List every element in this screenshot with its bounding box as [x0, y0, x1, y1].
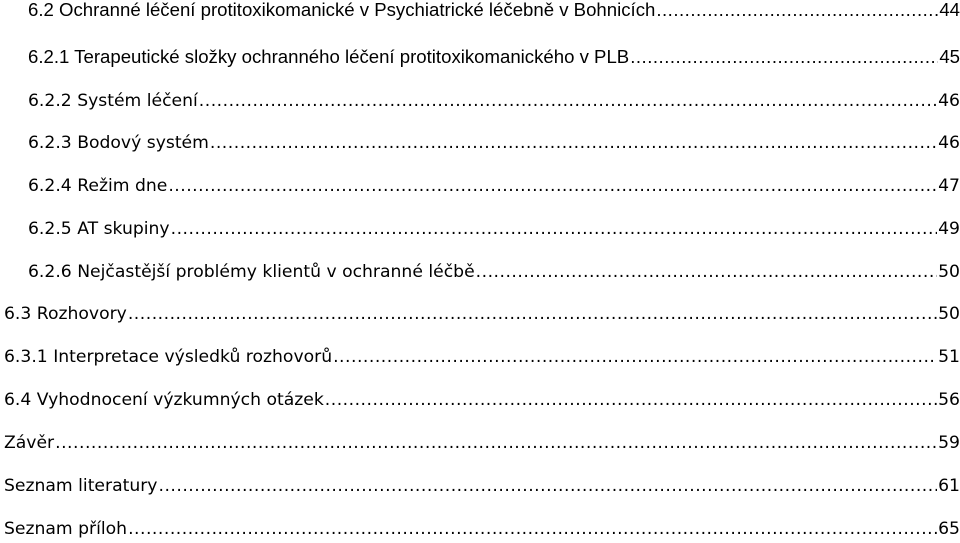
toc-entry[interactable]: [4, 340, 960, 368]
toc-page-number: 65: [938, 519, 960, 539]
toc-entry[interactable]: [4, 426, 960, 454]
toc-entry-title: 6.2.1 Terapeutické složky ochranného léčení protitoxikomanického v PLB: [28, 46, 630, 67]
toc-entry[interactable]: [28, 126, 960, 154]
toc-dot-leader: [128, 303, 937, 325]
toc-entry-title: 6.2.3 Bodový systém: [28, 133, 209, 153]
toc-entry[interactable]: [28, 212, 960, 240]
toc-dot-leader: [168, 175, 937, 197]
toc-entry-title: 6.3 Rozhovory: [4, 304, 127, 324]
toc-dot-leader: [158, 475, 937, 497]
toc-entry[interactable]: [28, 169, 960, 197]
toc-entry[interactable]: [28, 84, 960, 112]
toc-entry[interactable]: [28, 0, 960, 21]
toc-entry-title: Seznam příloh: [4, 519, 128, 539]
toc-entry-title: 6.2.2 Systém léčení: [28, 91, 198, 111]
toc-page-number: 46: [938, 91, 960, 111]
toc-page-number: 50: [938, 262, 960, 282]
toc-entry[interactable]: [28, 40, 960, 68]
toc-dot-leader: [55, 432, 937, 454]
toc-page-number: 46: [938, 133, 960, 153]
toc-dot-leader: [171, 218, 938, 240]
toc-page-number: 45: [939, 46, 960, 67]
toc-entry[interactable]: [4, 383, 960, 411]
toc-entry-title: 6.2.6 Nejčastější problémy klientů v ochranné léčbě: [28, 262, 475, 282]
toc-dot-leader: [210, 132, 937, 154]
toc-entry-title: 6.2.5 AT skupiny: [28, 219, 170, 239]
toc-entry[interactable]: [4, 469, 960, 497]
toc-dot-leader: [656, 0, 938, 21]
toc-page-number: 44: [939, 0, 960, 20]
toc-entry-title: 6.3.1 Interpretace výsledků rozhovorů: [4, 347, 333, 367]
toc-entry-title: 6.2 Ochranné léčení protitoxikomanické v Psychiatrické léčebně v Bohnicích: [28, 0, 656, 20]
toc-page-number: 49: [938, 219, 960, 239]
toc-entry[interactable]: [4, 297, 960, 325]
toc-dot-leader: [630, 46, 938, 68]
toc-page-number: 51: [938, 347, 960, 367]
toc-entry-title: Seznam literatury: [4, 476, 158, 496]
toc-entry-title: 6.2.4 Režim dne: [28, 176, 168, 196]
toc-page-number: 56: [938, 390, 960, 410]
toc-page-number: 59: [938, 433, 960, 453]
toc-dot-leader: [128, 518, 937, 540]
toc-entry-title: Závěr: [4, 433, 55, 453]
toc-page-number: 47: [938, 176, 960, 196]
toc-dot-leader: [325, 389, 937, 411]
toc-entry[interactable]: [4, 512, 960, 540]
toc-dot-leader: [199, 90, 937, 112]
toc-page-number: 61: [938, 476, 960, 496]
toc-page-number: 50: [938, 304, 960, 324]
toc-entry[interactable]: [28, 255, 960, 283]
toc-dot-leader: [476, 261, 937, 283]
toc-dot-leader: [333, 346, 937, 368]
toc-entry-title: 6.4 Vyhodnocení výzkumných otázek: [4, 390, 324, 410]
